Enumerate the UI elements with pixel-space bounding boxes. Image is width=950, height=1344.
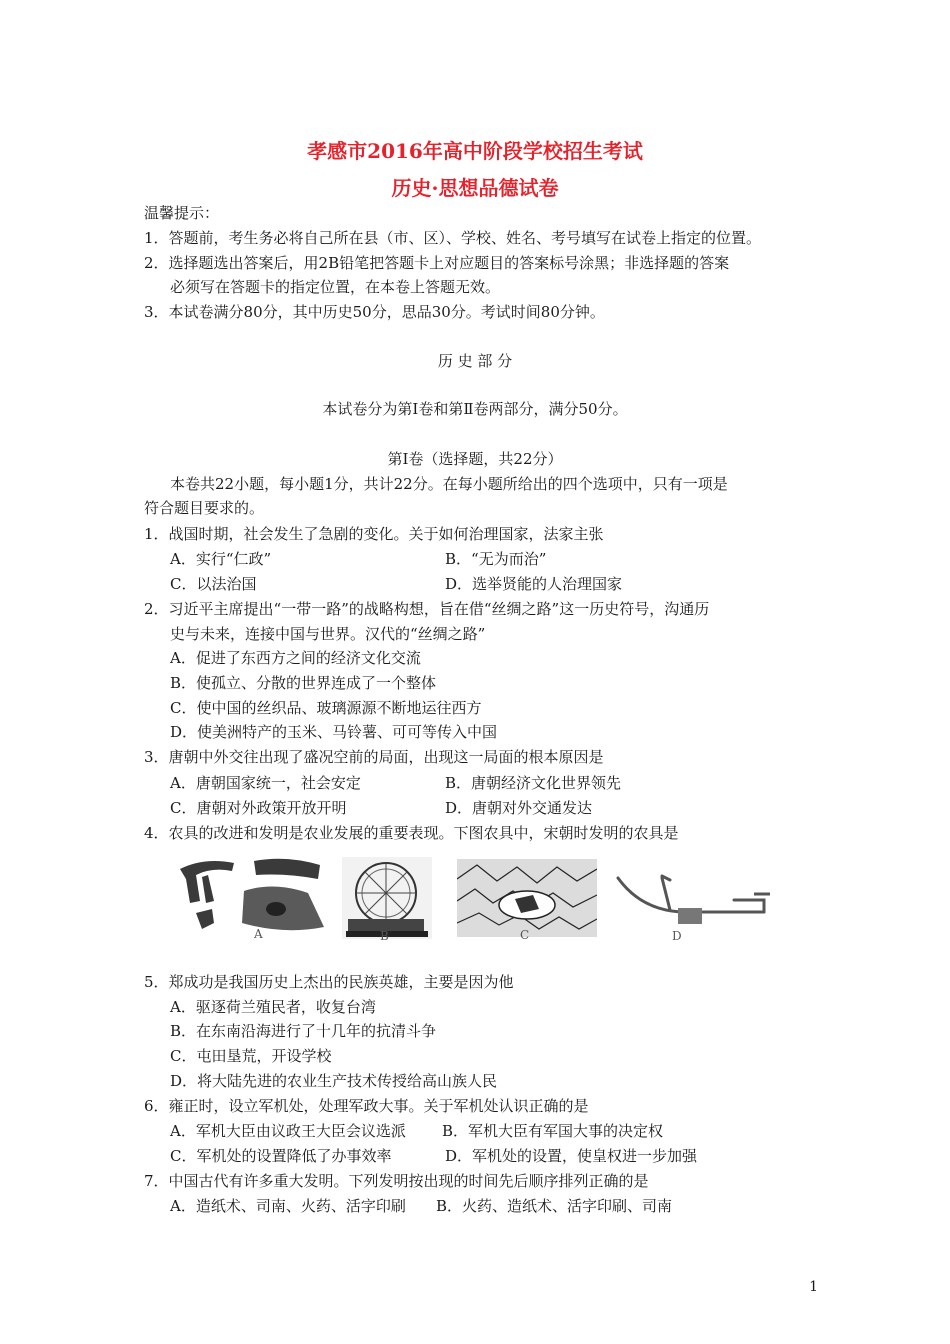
- notice-item-2-cont: 必须写在答题卡的指定位置，在本卷上答题无效。: [170, 278, 501, 296]
- q5-option-d: D．将大陆先进的农业生产技术传授给高山族人民: [170, 1072, 498, 1090]
- farm-tool-image-c: [457, 859, 597, 937]
- q6-option-c: C．军机处的设置降低了办事效率: [170, 1147, 392, 1165]
- q6-option-a: A．军机大臣由议政王大臣会议选派: [170, 1122, 406, 1140]
- q1-option-a: A．实行“仁政”: [170, 550, 272, 568]
- q5-option-c: C．屯田垦荒，开设学校: [170, 1047, 332, 1065]
- q3-stem: 3．唐朝中外交往出现了盛况空前的局面，出现这一局面的根本原因是: [144, 748, 604, 766]
- section-title: 历 史 部 分: [437, 352, 513, 370]
- part1-title: 第Ⅰ卷（选择题，共22分）: [387, 450, 563, 468]
- q2-option-c: C．使中国的丝织品、玻璃源源不断地运往西方: [170, 699, 482, 717]
- part1-instruction: 本卷共22小题，每小题1分，共计22分。在每小题所给出的四个选项中，只有一项是: [170, 475, 728, 493]
- q2-stem: 2．习近平主席提出“一带一路”的战略构想，旨在借“丝绸之路”这一历史符号，沟通历: [144, 600, 710, 618]
- exam-title: 孝感市2016年高中阶段学校招生考试: [307, 139, 643, 163]
- part1-instruction-cont: 符合题目要求的。: [144, 499, 265, 517]
- q7-stem: 7．中国古代有许多重大发明。下列发明按出现的时间先后顺序排列正确的是: [144, 1172, 649, 1190]
- q3-option-b: B．唐朝经济文化世界领先: [445, 774, 622, 792]
- farm-tool-image-a: [174, 857, 330, 937]
- q2-option-a: A．促进了东西方之间的经济文化交流: [170, 649, 421, 667]
- notice-item-1: 1．答题前，考生务必将自己所在县（市、区）、学校、姓名、考号填写在试卷上指定的位置。: [144, 229, 762, 247]
- q6-stem: 6．雍正时，设立军机处，处理军政大事。关于军机处认识正确的是: [144, 1097, 589, 1115]
- exam-subtitle: 历史·思想品德试卷: [391, 176, 559, 200]
- image-label-d: D: [672, 929, 682, 943]
- image-label-b: B: [380, 929, 389, 943]
- q2-option-b: B．使孤立、分散的世界连成了一个整体: [170, 674, 437, 692]
- q3-option-a: A．唐朝国家统一，社会安定: [170, 774, 361, 792]
- image-label-a: A: [254, 927, 263, 941]
- q3-option-d: D．唐朝对外交通发达: [445, 799, 593, 817]
- q6-option-d: D．军机处的设置，使皇权进一步加强: [445, 1147, 698, 1165]
- notice-item-3: 3．本试卷满分80分，其中历史50分，思品30分。考试时间80分钟。: [144, 303, 605, 321]
- q5-stem: 5．郑成功是我国历史上杰出的民族英雄，主要是因为他: [144, 973, 514, 991]
- q1-option-c: C．以法治国: [170, 575, 257, 593]
- q3-option-c: C．唐朝对外政策开放开明: [170, 799, 347, 817]
- notice-heading: 温馨提示：: [144, 204, 220, 222]
- q1-option-d: D．选举贤能的人治理国家: [445, 575, 623, 593]
- q2-stem-cont: 史与未来，连接中国与世界。汉代的“丝绸之路”: [170, 625, 486, 643]
- q6-option-b: B．军机大臣有军国大事的决定权: [442, 1122, 664, 1140]
- q5-option-b: B．在东南沿海进行了十几年的抗清斗争: [170, 1022, 437, 1040]
- q1-stem: 1．战国时期，社会发生了急剧的变化。关于如何治理国家，法家主张: [144, 525, 604, 543]
- q4-stem: 4．农具的改进和发明是农业发展的重要表现。下图农具中，宋朝时发明的农具是: [144, 824, 679, 842]
- farm-tool-image-b: [342, 857, 432, 939]
- q1-option-b: B．“无为而治”: [445, 550, 547, 568]
- q2-option-d: D．使美洲特产的玉米、马铃薯、可可等传入中国: [170, 723, 498, 741]
- farm-tool-image-d: [614, 870, 776, 932]
- q5-option-a: A．驱逐荷兰殖民者，收复台湾: [170, 998, 376, 1016]
- notice-item-2: 2．选择题选出答案后，用2B铅笔把答题卡上对应题目的答案标号涂黑；非选择题的答案: [144, 254, 730, 272]
- section-desc: 本试卷分为第Ⅰ卷和第Ⅱ卷两部分，满分50分。: [322, 400, 628, 418]
- page-number: 1: [809, 1279, 818, 1295]
- image-label-c: C: [520, 928, 530, 942]
- q7-option-b: B．火药、造纸术、活字印刷、司南: [436, 1197, 673, 1215]
- q7-option-a: A．造纸术、司南、火药、活字印刷: [170, 1197, 406, 1215]
